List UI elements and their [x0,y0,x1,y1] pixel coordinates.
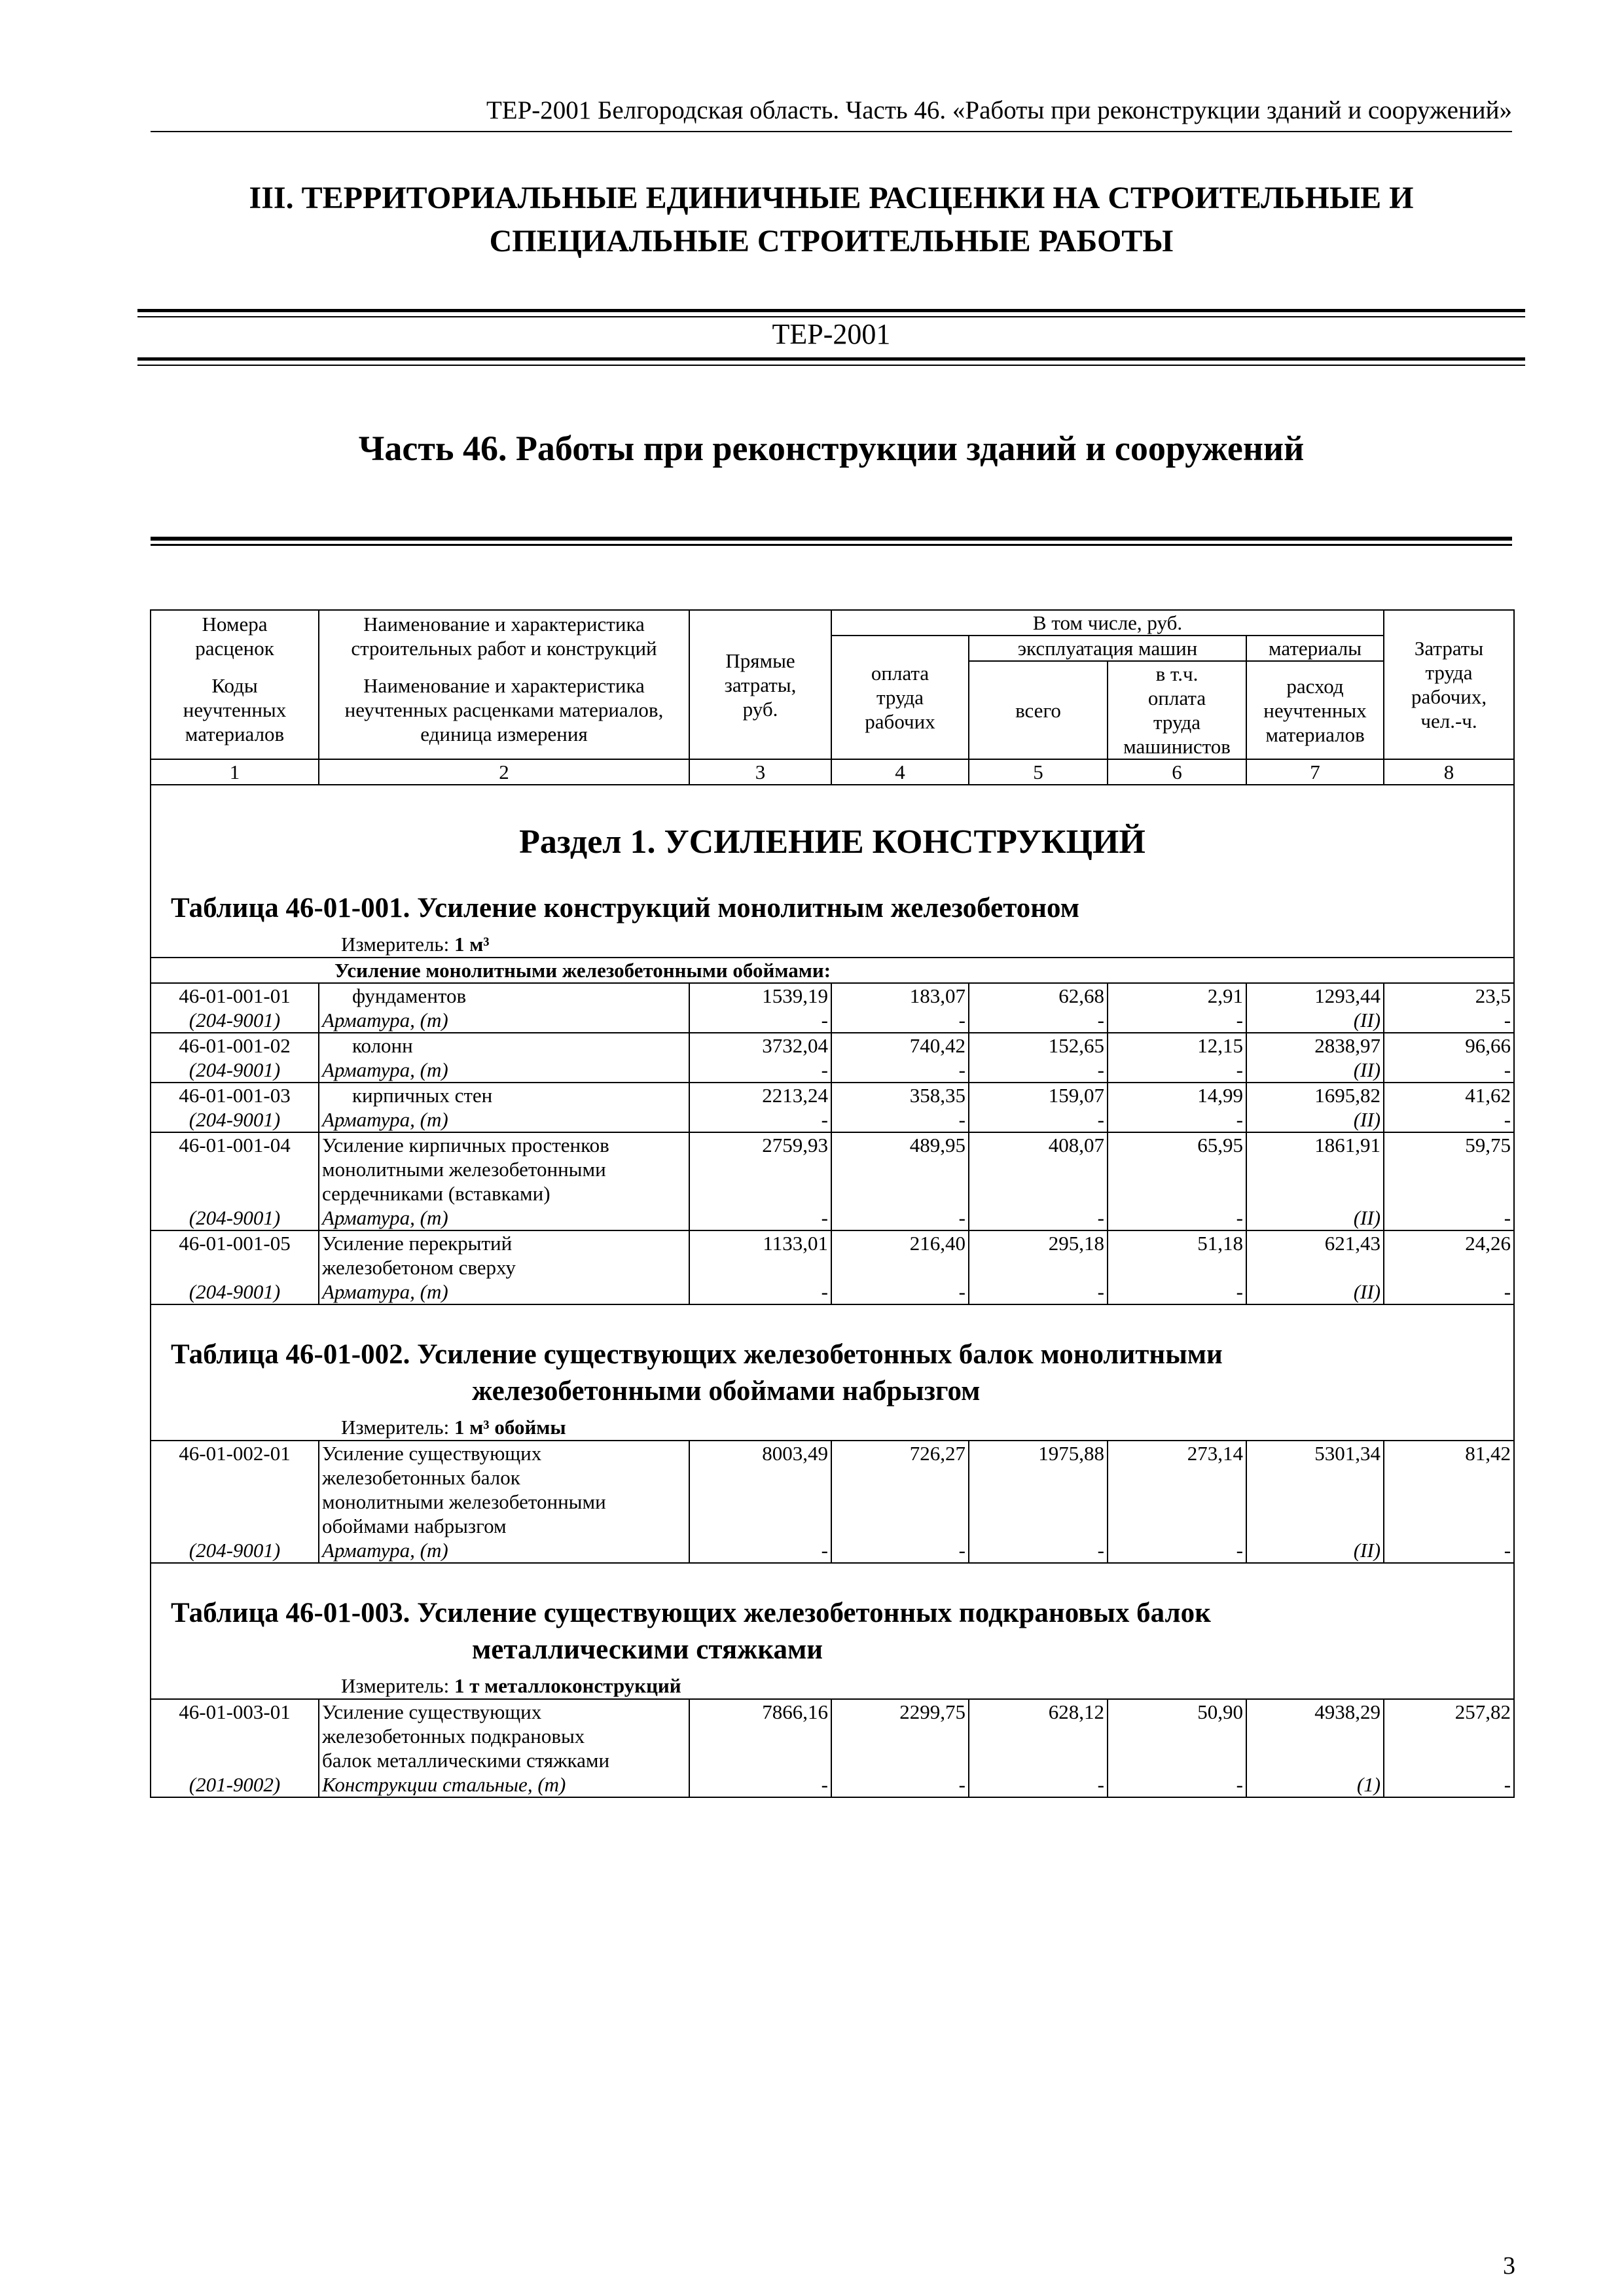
table-row [151,983,1514,1008]
table-title-row [151,1304,1514,1441]
col2-bottom-line1: Наименование и характеристика [363,674,645,697]
table-title [151,1305,1513,1410]
machine-cost: 408,07 [969,1132,1108,1206]
machine-cost: 159,07 [969,1083,1108,1107]
col7-header [1246,661,1384,759]
table-title-line: Таблица 46-01-002. Усиление существующих железобетонных балок монолитными [171,1339,1223,1370]
material-code: (201-9002) [151,1772,319,1797]
labor-hours: 257,82 [1384,1699,1514,1772]
material-code: (204-9001) [151,1058,319,1083]
direct-cost: 7866,16 [689,1699,831,1772]
col1-top-line2: расценок [195,636,274,660]
rate-name-line: Усиление существующих [322,1442,542,1465]
dash: - [969,1058,1108,1083]
operator-cost: 273,14 [1108,1441,1246,1538]
table-row [151,1132,1514,1206]
table-title-row [151,1563,1514,1699]
material-row [151,1206,1514,1230]
meter-line [151,1415,1513,1440]
heading-line-2: СПЕЦИАЛЬНЫЕ СТРОИТЕЛЬНЫЕ РАБОТЫ [489,224,1174,259]
material-name: Арматура, (т) [319,1008,689,1033]
rate-name [319,1132,689,1206]
col6-line3: труда [1153,711,1201,734]
group-header: Усиление монолитными железобетонными обоймами: [319,958,1514,983]
material-code: (204-9001) [151,1538,319,1563]
labor-cost: 726,27 [831,1441,969,1538]
col6-line4: машинистов [1123,735,1231,758]
dash: - [1384,1206,1514,1230]
dash: - [689,1206,831,1230]
labor-hours: 59,75 [1384,1132,1514,1206]
dash: - [1108,1280,1246,1304]
materials-cost: 621,43 [1246,1230,1384,1280]
col8-line2: труда [1425,661,1473,684]
meter-line [151,1674,1513,1698]
meter-label: Измеритель: [341,1674,454,1697]
col2-top-line2: строительных работ и конструкций [351,636,657,660]
col-number: 4 [831,759,969,785]
col2-bottom-line3: единица измерения [420,723,588,745]
part-title: Часть 46. Работы при реконструкции зданий и сооружений [358,429,1305,468]
rate-code: 46-01-001-04 [151,1132,319,1206]
col-number: 1 [151,759,319,785]
material-code: (204-9001) [151,1107,319,1132]
rate-name-line: обоймами набрызгом [322,1515,507,1537]
col4-line2: труда [876,686,924,709]
col2-bottom-line2: неучтенных расценками материалов, [344,698,664,721]
table-row [151,1083,1514,1107]
col-number: 7 [1246,759,1384,785]
rate-name-line: железобетонных балок [322,1466,520,1489]
rate-name-line: монолитными железобетонными [322,1158,606,1181]
material-name: Арматура, (т) [319,1058,689,1083]
dash: - [969,1772,1108,1797]
material-class: (1) [1246,1772,1384,1797]
operator-cost: 51,18 [1108,1230,1246,1280]
material-row [151,1772,1514,1797]
material-code: (204-9001) [151,1280,319,1304]
running-header: ТЕР-2001 Белгородская область. Часть 46. «Работы при реконструкции зданий и сооружений» [486,96,1512,124]
material-class: (II) [1246,1206,1384,1230]
material-code: (204-9001) [151,1008,319,1033]
direct-cost: 1133,01 [689,1230,831,1280]
meter-label: Измеритель: [341,1416,454,1439]
labor-cost: 489,95 [831,1132,969,1206]
materials-header: материалы [1246,636,1384,661]
direct-cost: 2213,24 [689,1083,831,1107]
rate-name: кирпичных стен [319,1083,689,1107]
meter-label: Измеритель: [341,933,454,956]
material-row [151,1107,1514,1132]
table-title-line: Таблица 46-01-003. Усиление существующих железобетонных подкрановых балок [171,1598,1211,1628]
material-row [151,1058,1514,1083]
rate-code: 46-01-002-01 [151,1441,319,1538]
col1-bottom-line3: материалов [185,723,285,745]
col8-line3: рабочих, [1411,685,1487,708]
operator-cost: 50,90 [1108,1699,1246,1772]
material-class: (II) [1246,1058,1384,1083]
table-title [151,1564,1513,1668]
dash: - [1108,1538,1246,1563]
direct-cost: 1539,19 [689,983,831,1008]
rate-name-line: Усиление существующих [322,1700,542,1723]
machines-header: эксплуатация машин [969,636,1246,661]
materials-cost: 1861,91 [1246,1132,1384,1206]
material-name: Арматура, (т) [319,1206,689,1230]
col1-bottom-line2: неучтенных [183,698,287,721]
meter-value: 1 м³ [454,933,490,956]
machine-cost: 62,68 [969,983,1108,1008]
dash: - [831,1280,969,1304]
rate-name-line: монолитными железобетонными [322,1490,606,1513]
col4-line3: рабочих [865,710,935,733]
dash: - [1108,1058,1246,1083]
rate-code: 46-01-003-01 [151,1699,319,1772]
rate-code: 46-01-001-05 [151,1230,319,1280]
operator-cost: 12,15 [1108,1033,1246,1058]
machine-cost: 1975,88 [969,1441,1108,1538]
labor-cost: 216,40 [831,1230,969,1280]
incl-header: В том числе, руб. [831,610,1384,636]
dash: - [969,1008,1108,1033]
col8-line1: Затраты [1414,637,1484,660]
dash: - [689,1538,831,1563]
col3-header [689,610,831,759]
materials-cost: 1293,44 [1246,983,1384,1008]
material-code: (204-9001) [151,1206,319,1230]
materials-cost: 2838,97 [1246,1033,1384,1058]
dash: - [689,1772,831,1797]
dash: - [689,1008,831,1033]
material-row [151,1538,1514,1563]
col-number: 6 [1108,759,1246,785]
col1-bottom-header [151,661,319,759]
col-number: 3 [689,759,831,785]
col2-bottom-header [319,661,689,759]
rate-code: 46-01-001-01 [151,983,319,1008]
rate-name-line: Усиление перекрытий [322,1232,513,1255]
machine-cost: 295,18 [969,1230,1108,1280]
material-name: Арматура, (т) [319,1538,689,1563]
col4-header [831,636,969,759]
header-rule [151,131,1512,132]
dash: - [831,1058,969,1083]
col-number: 8 [1384,759,1514,785]
operator-cost: 14,99 [1108,1083,1246,1107]
labor-hours: 24,26 [1384,1230,1514,1280]
col6-line2: оплата [1147,687,1206,709]
col2-top-header [319,610,689,661]
col4-line1: оплата [871,662,929,685]
col6-line1: в т.ч. [1155,662,1199,685]
operator-cost: 2,91 [1108,983,1246,1008]
dash: - [689,1107,831,1132]
rate-name-line: Усиление кирпичных простенков [322,1134,609,1157]
dash: - [689,1058,831,1083]
dash: - [689,1280,831,1304]
page-number: 3 [1503,2252,1515,2280]
rate-name [319,1441,689,1538]
col1-bottom-line1: Коды [211,674,258,697]
document-heading [151,177,1512,263]
machine-cost: 152,65 [969,1033,1108,1058]
col8-header [1384,610,1514,759]
group-header-row [151,958,1514,983]
materials-cost: 5301,34 [1246,1441,1384,1538]
rate-name: колонн [319,1033,689,1058]
labor-hours: 96,66 [1384,1033,1514,1058]
labor-hours: 41,62 [1384,1083,1514,1107]
dash: - [969,1538,1108,1563]
col3-line3: руб. [742,697,778,721]
dash: - [831,1206,969,1230]
header-row-1 [151,610,1514,636]
ter-top-rule [137,309,1525,317]
table-row [151,1441,1514,1538]
rate-name [319,1230,689,1280]
direct-cost: 3732,04 [689,1033,831,1058]
rate-name [319,1699,689,1772]
dash: - [831,1107,969,1132]
direct-cost: 2759,93 [689,1132,831,1206]
dash: - [831,1538,969,1563]
col-number: 5 [969,759,1108,785]
rates-table [150,609,1515,1798]
rate-name-line: сердечниками (вставками) [322,1182,550,1205]
labor-cost: 740,42 [831,1033,969,1058]
direct-cost: 8003,49 [689,1441,831,1538]
dash: - [1384,1538,1514,1563]
material-class: (II) [1246,1008,1384,1033]
table-title-line: железобетонными обоймами набрызгом [472,1376,981,1407]
col8-line4: чел.-ч. [1420,709,1477,732]
material-class: (II) [1246,1280,1384,1304]
labor-cost: 183,07 [831,983,969,1008]
table-row [151,1033,1514,1058]
materials-cost: 4938,29 [1246,1699,1384,1772]
material-class: (II) [1246,1538,1384,1563]
table-row [151,1699,1514,1772]
dash: - [1384,1280,1514,1304]
rate-code: 46-01-001-02 [151,1033,319,1058]
col1-top-header [151,610,319,661]
col5-header: всего [969,661,1108,759]
dash: - [1108,1008,1246,1033]
rate-name: фундаментов [319,983,689,1008]
section-title-row [151,785,1514,958]
labor-cost: 358,35 [831,1083,969,1107]
col1-top-line1: Номера [202,612,268,636]
labor-hours: 23,5 [1384,983,1514,1008]
col6-header [1108,661,1246,759]
dash: - [1108,1206,1246,1230]
labor-hours: 81,42 [1384,1441,1514,1538]
table-title: Таблица 46-01-001. Усиление конструкций монолитным железобетоном [171,893,1079,924]
col7-line1: расход [1286,674,1344,698]
heading-line-1: III. ТЕРРИТОРИАЛЬНЫЕ ЕДИНИЧНЫЕ РАСЦЕНКИ НА СТРОИТЕЛЬНЫЕ И [249,181,1414,215]
dash: - [969,1280,1108,1304]
col3-line1: Прямые [725,649,795,672]
part-rule [151,537,1512,546]
material-name: Арматура, (т) [319,1280,689,1304]
material-name: Арматура, (т) [319,1107,689,1132]
dash: - [1384,1772,1514,1797]
col-number: 2 [319,759,689,785]
rate-name-line: железобетоном сверху [322,1256,516,1279]
meter-line [151,932,1513,957]
dash: - [969,1206,1108,1230]
col7-line3: материалов [1265,723,1365,746]
meter-value: 1 т металлоконструкций [454,1674,681,1697]
machine-cost: 628,12 [969,1699,1108,1772]
rate-code: 46-01-001-03 [151,1083,319,1107]
dash: - [1108,1772,1246,1797]
dash: - [831,1772,969,1797]
meter-value: 1 м³ обоймы [454,1416,566,1439]
dash: - [1384,1107,1514,1132]
operator-cost: 65,95 [1108,1132,1246,1206]
material-row [151,1280,1514,1304]
col3-line2: затраты, [724,673,797,696]
rate-name-line: железобетонных подкрановых [322,1725,585,1748]
dash: - [969,1107,1108,1132]
col2-top-line1: Наименование и характеристика [363,612,645,636]
material-name: Конструкции стальные, (т) [319,1772,689,1797]
materials-cost: 1695,82 [1246,1083,1384,1107]
dash: - [1108,1107,1246,1132]
ter-label: ТЕР-2001 [772,318,891,350]
labor-cost: 2299,75 [831,1699,969,1772]
ter-bottom-rule [137,357,1525,366]
dash: - [1384,1008,1514,1033]
material-row [151,1008,1514,1033]
column-numbers-row [151,759,1514,785]
dash: - [831,1008,969,1033]
section-title: Раздел 1. УСИЛЕНИЕ КОНСТРУКЦИЙ [519,823,1146,861]
table-row [151,1230,1514,1280]
rate-name-line: балок металлическими стяжками [322,1749,610,1772]
col7-line2: неучтенных [1263,698,1367,722]
table-title-line: металлическими стяжками [472,1634,823,1665]
material-class: (II) [1246,1107,1384,1132]
dash: - [1384,1058,1514,1083]
